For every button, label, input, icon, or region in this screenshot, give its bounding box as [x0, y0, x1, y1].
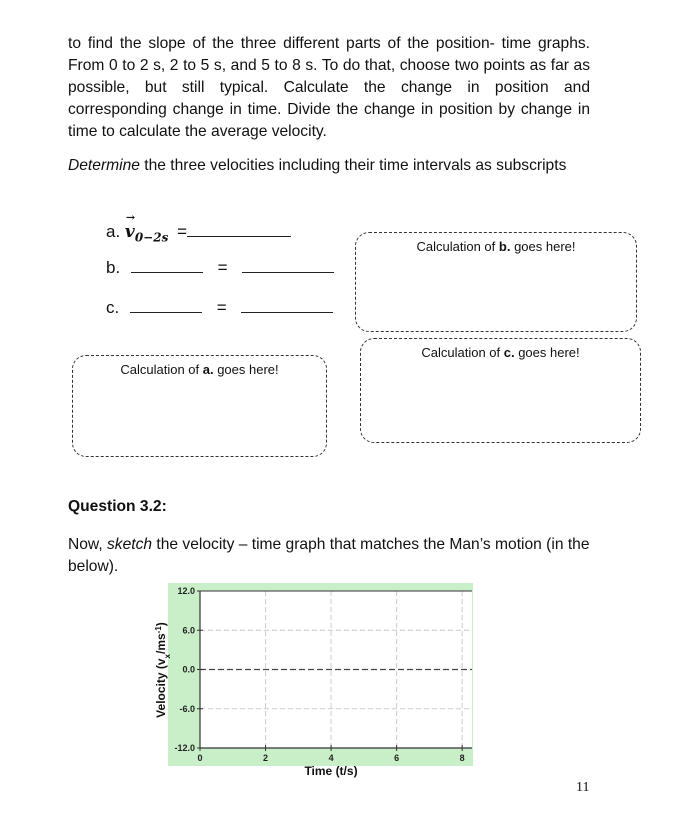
svg-text:12.0: 12.0 [177, 586, 195, 596]
question-body-post: the velocity – time graph that matches the Man’s motion (in the below). [68, 536, 590, 575]
answer-c-value-blank[interactable] [241, 298, 333, 313]
answer-c-label: c. [106, 298, 120, 317]
answer-b-symbol-blank[interactable] [131, 258, 203, 273]
determine-paragraph [68, 155, 590, 177]
calc-box-b-bold: b. [498, 239, 511, 254]
answer-a-blank[interactable] [187, 222, 291, 237]
calc-box-c-prefix: Calculation of [421, 345, 504, 360]
svg-text:-6.0: -6.0 [179, 703, 195, 714]
velocity-time-chart[interactable] [150, 582, 480, 782]
calc-box-a-bold: a. [202, 362, 214, 377]
y-axis-label: Velocity $(v_x/ms^{-1})$ [153, 622, 172, 718]
calc-box-b[interactable] [355, 232, 637, 332]
svg-text:2: 2 [263, 753, 269, 763]
question-body [68, 534, 598, 578]
velocity-v: v [124, 222, 135, 242]
velocity-subscript: 0−2s [134, 230, 169, 245]
svg-text:6.0: 6.0 [182, 625, 195, 636]
svg-text:6: 6 [394, 753, 400, 763]
svg-text:0.0: 0.0 [182, 664, 195, 675]
determine-emphasis: Determine [68, 157, 140, 174]
vector-arrow-icon: → [125, 211, 136, 224]
calc-box-b-prefix: Calculation of [416, 239, 499, 254]
equals-sign: = [216, 298, 227, 317]
answer-b [106, 258, 334, 278]
svg-text:8: 8 [459, 753, 465, 763]
calc-box-b-suffix: goes here! [510, 239, 576, 254]
calc-box-c-bold: c. [503, 345, 515, 360]
x-axis-label: Time (t/s) [304, 764, 358, 778]
svg-text:0: 0 [197, 753, 203, 763]
instruction-paragraph: to find the slope of the three different parts of the position- time graphs. From 0 to 2 s, 2 to 5 s, and 5 to 8 s. To do that, choose two points as far as possible, but still typical. Calculate the change in position and corresponding change in time. Divide the change in position by change in time to calculate the average velocity. [68, 35, 590, 140]
answer-b-value-blank[interactable] [242, 258, 334, 273]
question-body-emphasis: sketch [107, 536, 153, 553]
page-number: 11 [576, 780, 590, 795]
answer-a-label: a. [106, 222, 121, 241]
question-title: Question 3.2: [68, 498, 167, 515]
calc-box-a-suffix: goes here! [213, 362, 279, 377]
question-body-pre: Now, [68, 536, 107, 553]
answer-c-symbol-blank[interactable] [130, 298, 202, 313]
svg-text:4: 4 [328, 753, 334, 763]
calc-box-a-prefix: Calculation of [120, 362, 203, 377]
calc-box-c-suffix: goes here! [514, 345, 580, 360]
calc-box-a[interactable] [72, 355, 327, 457]
answer-c [106, 298, 333, 318]
calc-box-c[interactable] [360, 338, 641, 443]
determine-text: the three velocities including their time intervals as subscripts [139, 157, 567, 174]
svg-text:-12.0: -12.0 [174, 743, 195, 753]
answer-b-label: b. [106, 258, 121, 277]
equals-sign: = [217, 258, 228, 277]
equals-sign: = [177, 222, 187, 241]
velocity-symbol [124, 211, 169, 245]
answer-a [106, 211, 291, 245]
